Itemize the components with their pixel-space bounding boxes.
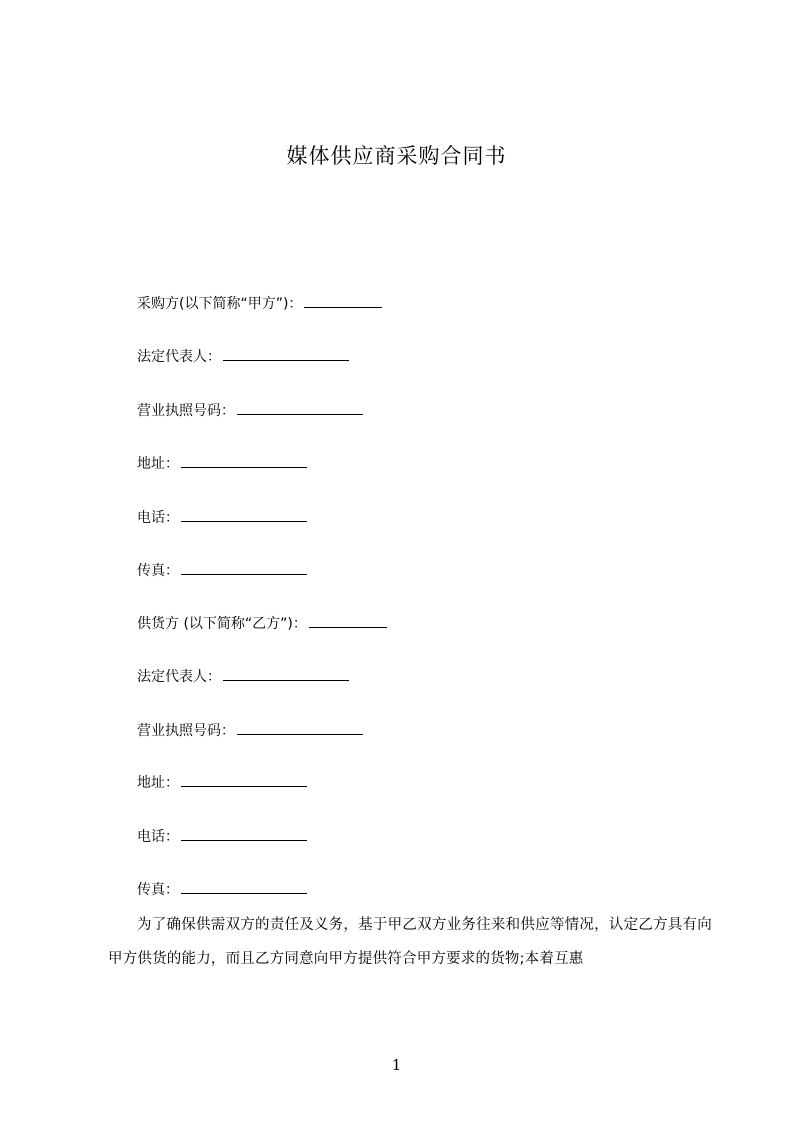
party-b-header-label: 供货方 (以下简称“乙方”)： bbox=[137, 616, 307, 632]
party-a-fax-blank bbox=[181, 559, 307, 575]
body-paragraph: 为了确保供需双方的责任及义务，基于甲乙双方业务往来和供应等情况，认定乙方具有向甲方供货的能力，而且乙方同意向甲方提供符合甲方要求的货物;本着互惠 bbox=[108, 917, 712, 967]
party-b-fax-field bbox=[137, 878, 307, 900]
page-number: 1 bbox=[391, 1056, 402, 1074]
party-a-header-field bbox=[137, 292, 382, 314]
party-b-license-field bbox=[137, 719, 363, 741]
party-b-fax-blank bbox=[181, 878, 307, 894]
party-a-legal-rep-field bbox=[137, 345, 349, 367]
party-a-phone-label: 电话： bbox=[137, 510, 179, 526]
party-a-name-blank bbox=[304, 292, 382, 308]
party-a-legal-rep-label: 法定代表人： bbox=[137, 349, 221, 365]
party-a-address-label: 地址： bbox=[137, 456, 179, 472]
party-a-phone-field bbox=[137, 506, 307, 528]
party-b-address-blank bbox=[181, 771, 307, 787]
party-b-phone-blank bbox=[181, 825, 307, 841]
party-b-address-field bbox=[137, 771, 307, 793]
party-a-license-field bbox=[137, 399, 363, 421]
party-b-fax-label: 传真： bbox=[137, 882, 179, 898]
party-b-legal-rep-label: 法定代表人： bbox=[137, 669, 221, 685]
party-a-address-blank bbox=[181, 452, 307, 468]
party-b-phone-label: 电话： bbox=[137, 829, 179, 845]
party-b-header-field bbox=[137, 612, 387, 634]
party-a-legal-rep-blank bbox=[223, 345, 349, 361]
party-b-address-label: 地址： bbox=[137, 775, 179, 791]
party-b-name-blank bbox=[309, 612, 387, 628]
party-a-phone-blank bbox=[181, 506, 307, 522]
party-b-legal-rep-blank bbox=[223, 665, 349, 681]
party-a-license-label: 营业执照号码： bbox=[137, 403, 235, 419]
party-b-phone-field bbox=[137, 825, 307, 847]
party-b-legal-rep-field bbox=[137, 665, 349, 687]
party-a-fax-field bbox=[137, 559, 307, 581]
party-b-license-label: 营业执照号码： bbox=[137, 723, 235, 739]
party-a-license-blank bbox=[237, 399, 363, 415]
party-a-fax-label: 传真： bbox=[137, 563, 179, 579]
party-b-license-blank bbox=[237, 719, 363, 735]
document-title: 媒体供应商采购合同书 bbox=[286, 144, 507, 168]
party-a-address-field bbox=[137, 452, 307, 474]
party-a-header-label: 采购方(以下简称“甲方”)： bbox=[137, 296, 303, 312]
